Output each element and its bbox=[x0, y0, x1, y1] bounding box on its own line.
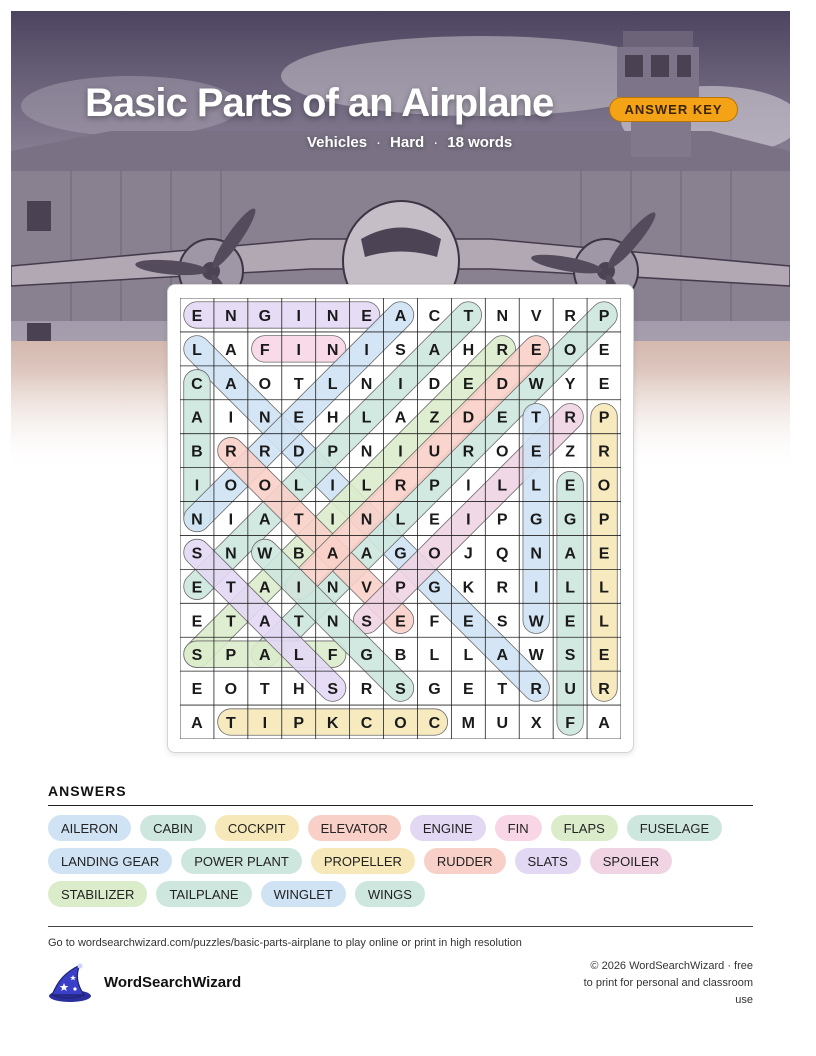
grid-cell-letter[interactable]: G bbox=[360, 647, 373, 665]
grid-cell-letter[interactable]: O bbox=[258, 375, 272, 393]
grid-cell-letter[interactable]: Z bbox=[429, 409, 440, 427]
grid-cell-letter[interactable]: W bbox=[528, 613, 544, 631]
grid-cell-letter[interactable]: S bbox=[395, 681, 406, 699]
grid-cell-letter[interactable]: P bbox=[598, 511, 610, 529]
copyright-notice: © 2026 WordSearchWizard · free to print for personal and classroom use bbox=[583, 960, 753, 1006]
answer-chip-cockpit: COCKPIT bbox=[215, 815, 299, 841]
grid-cell-letter[interactable]: L bbox=[497, 477, 508, 495]
grid-cell-letter[interactable]: A bbox=[259, 579, 271, 597]
answer-chip-aileron: AILERON bbox=[48, 815, 131, 841]
grid-cell-letter[interactable]: E bbox=[564, 477, 576, 495]
grid-cell-letter[interactable]: E bbox=[496, 409, 508, 427]
grid-cell-letter[interactable]: N bbox=[530, 545, 542, 563]
grid-cell-letter[interactable]: S bbox=[564, 647, 576, 665]
grid-cell-letter[interactable]: E bbox=[395, 613, 406, 631]
grid-cell-letter[interactable]: N bbox=[259, 409, 271, 427]
grid-cell-letter[interactable]: F bbox=[565, 715, 576, 733]
grid-cell-letter[interactable]: P bbox=[598, 307, 610, 325]
grid-cell-letter[interactable]: A bbox=[598, 715, 610, 733]
grid-cell-letter[interactable]: G bbox=[258, 307, 272, 325]
grid-cell-letter[interactable]: N bbox=[225, 307, 237, 325]
grid-cell-letter[interactable]: W bbox=[257, 545, 273, 563]
grid-cell-letter[interactable]: Y bbox=[564, 375, 576, 393]
grid-cell-letter[interactable]: C bbox=[428, 715, 441, 733]
grid-cell-letter[interactable]: E bbox=[429, 511, 440, 529]
grid-cell-letter[interactable]: R bbox=[598, 443, 610, 461]
grid-cell-letter[interactable]: P bbox=[225, 647, 237, 665]
grid-cell-letter[interactable]: I bbox=[296, 579, 301, 597]
grid-cell-letter[interactable]: D bbox=[496, 375, 509, 393]
puzzle-title: Basic Parts of an Airplane bbox=[85, 81, 554, 125]
grid-cell-letter[interactable]: A bbox=[496, 647, 509, 665]
answer-chip-elevator: ELEVATOR bbox=[308, 815, 401, 841]
answer-key-badge: ANSWER KEY bbox=[609, 97, 738, 122]
answer-chip-power-plant: POWER PLANT bbox=[181, 848, 302, 874]
grid-cell-letter[interactable]: E bbox=[191, 579, 203, 597]
grid-cell-letter[interactable]: A bbox=[259, 613, 271, 631]
grid-cell-letter[interactable]: L bbox=[395, 511, 406, 529]
grid-cell-letter[interactable]: G bbox=[428, 681, 441, 699]
grid-cell-letter[interactable]: T bbox=[225, 579, 236, 597]
answer-chip-engine: ENGINE bbox=[410, 815, 486, 841]
grid-cell-letter[interactable]: O bbox=[224, 477, 238, 495]
grid-cell-letter[interactable]: E bbox=[530, 443, 542, 461]
grid-cell-letter[interactable]: O bbox=[394, 715, 407, 733]
grid-cell-letter[interactable]: A bbox=[360, 545, 373, 563]
grid-cell-letter[interactable]: R bbox=[394, 477, 407, 495]
grid-cell-letter[interactable]: Q bbox=[496, 545, 509, 563]
grid-cell-letter[interactable]: C bbox=[191, 375, 203, 393]
answer-chip-rudder: RUDDER bbox=[424, 848, 506, 874]
grid-cell-letter[interactable]: P bbox=[496, 511, 508, 529]
grid-cell-letter[interactable]: I bbox=[533, 579, 539, 597]
grid-cell-letter[interactable]: I bbox=[194, 477, 200, 495]
grid-cell-letter[interactable]: T bbox=[463, 307, 474, 325]
grid-cell-letter[interactable]: E bbox=[598, 545, 610, 563]
answer-chip-tailplane: TAILPLANE bbox=[156, 881, 251, 907]
grid-cell-letter[interactable]: U bbox=[428, 443, 441, 461]
grid-cell-letter[interactable]: Z bbox=[565, 443, 576, 461]
answer-chip-slats: SLATS bbox=[515, 848, 581, 874]
grid-cell-letter[interactable]: L bbox=[463, 647, 474, 665]
grid-cell-letter[interactable]: O bbox=[224, 681, 238, 699]
answer-chip-flaps: FLAPS bbox=[551, 815, 618, 841]
grid-cell-letter[interactable]: I bbox=[364, 341, 369, 359]
grid-cell-letter[interactable]: A bbox=[564, 545, 576, 563]
grid-cell-letter[interactable]: T bbox=[259, 681, 270, 699]
meta-separator: · bbox=[433, 134, 439, 151]
grid-cell-letter[interactable]: S bbox=[191, 647, 203, 665]
grid-cell-letter[interactable]: L bbox=[293, 477, 304, 495]
grid-cell-letter[interactable]: N bbox=[360, 375, 373, 393]
answer-chip-propeller: PROPELLER bbox=[311, 848, 415, 874]
grid-cell-letter[interactable]: S bbox=[395, 341, 406, 359]
answer-chip-cabin: CABIN bbox=[140, 815, 206, 841]
grid-cell-letter[interactable]: A bbox=[225, 341, 237, 359]
grid-cell-letter[interactable]: R bbox=[564, 307, 576, 325]
grid-cell-letter[interactable]: C bbox=[360, 715, 373, 733]
answer-chip-fuselage: FUSELAGE bbox=[627, 815, 722, 841]
grid-cell-letter[interactable]: L bbox=[327, 375, 338, 393]
grid-cell-letter[interactable]: T bbox=[531, 409, 542, 427]
grid-cell-letter[interactable]: E bbox=[564, 613, 576, 631]
grid-cell-letter[interactable]: S bbox=[496, 613, 508, 631]
grid-cell-letter[interactable]: A bbox=[394, 409, 407, 427]
grid-cell-letter[interactable]: T bbox=[225, 613, 236, 631]
grid-cell-letter[interactable]: D bbox=[428, 375, 441, 393]
word-count-label: 18 words bbox=[447, 134, 513, 151]
grid-cell-letter[interactable]: H bbox=[326, 409, 339, 427]
answer-chip-winglet: WINGLET bbox=[261, 881, 346, 907]
grid-cell-letter[interactable]: P bbox=[327, 443, 338, 461]
grid-cell-letter[interactable]: L bbox=[531, 477, 542, 495]
grid-cell-letter[interactable]: I bbox=[296, 307, 301, 325]
grid-cell-letter[interactable]: O bbox=[597, 477, 611, 495]
grid-cell-letter[interactable]: A bbox=[191, 715, 203, 733]
grid-cell-letter[interactable]: I bbox=[228, 511, 234, 529]
grid-cell-letter[interactable]: J bbox=[463, 545, 473, 563]
grid-cell-letter[interactable]: N bbox=[191, 511, 203, 529]
answers-divider bbox=[48, 805, 753, 806]
answer-chip-landing-gear: LANDING GEAR bbox=[48, 848, 172, 874]
grid-cell-letter[interactable]: B bbox=[292, 545, 305, 563]
grid-cell-letter[interactable]: A bbox=[326, 545, 339, 563]
grid-cell-letter[interactable]: D bbox=[292, 443, 305, 461]
grid-cell-letter[interactable]: R bbox=[598, 681, 610, 699]
grid-cell-letter[interactable]: S bbox=[191, 545, 203, 563]
grid-cell-letter[interactable]: R bbox=[259, 443, 271, 461]
footer-divider bbox=[48, 926, 753, 927]
grid-cell-letter[interactable]: S bbox=[327, 681, 338, 699]
grid-cell-letter[interactable]: T bbox=[225, 715, 236, 733]
grid-cell-letter[interactable]: T bbox=[497, 681, 508, 699]
grid-cell-letter[interactable]: A bbox=[394, 307, 407, 325]
grid-cell-letter[interactable]: U bbox=[496, 715, 509, 733]
category-label: Vehicles bbox=[307, 134, 368, 151]
difficulty-label: Hard bbox=[390, 134, 425, 151]
grid-cell-letter[interactable]: E bbox=[191, 307, 203, 325]
grid-cell-letter[interactable]: P bbox=[429, 477, 440, 495]
grid-cell-letter[interactable]: L bbox=[599, 579, 609, 597]
grid-cell-letter[interactable]: G bbox=[529, 511, 543, 529]
grid-cell-letter[interactable]: N bbox=[326, 613, 339, 631]
grid-cell-letter[interactable]: A bbox=[259, 511, 271, 529]
grid-cell-letter[interactable]: E bbox=[463, 375, 474, 393]
grid-cell-letter[interactable]: W bbox=[528, 375, 544, 393]
grid-cell-letter[interactable]: P bbox=[598, 409, 610, 427]
grid-cell-letter[interactable]: V bbox=[530, 307, 542, 325]
answer-chip-wings: WINGS bbox=[355, 881, 425, 907]
grid-cell-letter[interactable]: E bbox=[530, 341, 542, 359]
grid-cell-letter[interactable]: A bbox=[259, 647, 271, 665]
grid-cell-letter[interactable]: B bbox=[191, 443, 203, 461]
grid-cell-letter[interactable]: K bbox=[462, 579, 475, 597]
word-search-grid bbox=[180, 298, 621, 739]
grid-cell-letter[interactable]: O bbox=[563, 341, 577, 359]
grid-cell-letter[interactable]: A bbox=[225, 375, 237, 393]
grid-cell-letter[interactable]: R bbox=[530, 681, 542, 699]
grid-cell-letter[interactable]: R bbox=[496, 579, 509, 597]
grid-cell-letter[interactable]: A bbox=[428, 341, 441, 359]
grid-cell-letter[interactable]: I bbox=[466, 477, 471, 495]
grid-cell-letter[interactable]: N bbox=[360, 511, 373, 529]
answer-list bbox=[48, 815, 768, 907]
grid-cell-letter[interactable]: B bbox=[394, 647, 407, 665]
grid-cell-letter[interactable]: I bbox=[296, 341, 301, 359]
play-online-link[interactable]: Go to wordsearchwizard.com/puzzles/basic-parts-airplane to play online or print in high resolution bbox=[48, 937, 522, 949]
grid-cell-letter[interactable]: L bbox=[361, 477, 372, 495]
grid-cell-letter[interactable]: H bbox=[462, 341, 475, 359]
grid-cell-letter[interactable]: I bbox=[330, 511, 335, 529]
grid-cell-letter[interactable]: G bbox=[428, 579, 441, 597]
grid-cell-letter[interactable]: I bbox=[398, 443, 403, 461]
grid-cell-letter[interactable]: R bbox=[360, 681, 373, 699]
grid-cell-letter[interactable]: E bbox=[463, 681, 474, 699]
grid-cell-letter[interactable]: E bbox=[293, 409, 305, 427]
grid-cell-letter[interactable]: N bbox=[225, 545, 237, 563]
grid-cell-letter[interactable]: R bbox=[225, 443, 237, 461]
grid-cell-letter[interactable]: I bbox=[466, 511, 471, 529]
grid-cell-letter[interactable]: E bbox=[361, 307, 372, 325]
grid-cell-letter[interactable]: N bbox=[496, 307, 509, 325]
grid-cell-letter[interactable]: L bbox=[429, 647, 440, 665]
grid-cell-letter[interactable]: R bbox=[564, 409, 576, 427]
grid-cell-letter[interactable]: L bbox=[599, 613, 609, 631]
grid-cell-letter[interactable]: C bbox=[428, 307, 441, 325]
grid-cell-letter[interactable]: N bbox=[326, 307, 339, 325]
answers-heading: ANSWERS bbox=[48, 783, 127, 799]
grid-cell-letter[interactable]: T bbox=[293, 511, 304, 529]
grid-cell-letter[interactable]: G bbox=[394, 545, 407, 563]
grid-cell-letter[interactable]: F bbox=[327, 647, 338, 665]
answer-chip-stabilizer: STABILIZER bbox=[48, 881, 147, 907]
grid-cell-letter[interactable]: L bbox=[293, 647, 304, 665]
answer-chip-spoiler: SPOILER bbox=[590, 848, 672, 874]
grid-cell-letter[interactable]: E bbox=[191, 681, 203, 699]
puzzle-meta bbox=[307, 134, 512, 151]
grid-cell-letter[interactable]: W bbox=[528, 647, 544, 665]
grid-cell-letter[interactable]: O bbox=[428, 545, 441, 563]
wizard-hat-icon bbox=[46, 963, 92, 1005]
grid-cell-letter[interactable]: L bbox=[192, 341, 202, 359]
grid-cell-letter[interactable]: M bbox=[461, 715, 476, 733]
grid-cell-letter[interactable]: L bbox=[565, 579, 576, 597]
grid-cell-letter[interactable]: R bbox=[462, 443, 475, 461]
brand-name: WordSearchWizard bbox=[104, 974, 242, 991]
answer-chip-fin: FIN bbox=[495, 815, 542, 841]
grid-cell-letter[interactable]: I bbox=[330, 477, 335, 495]
grid-cell-letter[interactable]: N bbox=[326, 341, 339, 359]
grid-cell-letter[interactable]: T bbox=[293, 375, 304, 393]
grid-cell-letter[interactable]: H bbox=[292, 681, 305, 699]
grid-cell-letter[interactable]: O bbox=[496, 443, 509, 461]
grid-cell-letter[interactable]: N bbox=[326, 579, 339, 597]
meta-separator: · bbox=[376, 134, 382, 151]
grid-cell-letter[interactable]: O bbox=[258, 477, 272, 495]
grid-cell-letter[interactable]: D bbox=[462, 409, 475, 427]
grid-cell-letter[interactable]: P bbox=[395, 579, 406, 597]
grid-cell-letter[interactable]: X bbox=[530, 715, 542, 733]
grid-cell-letter[interactable]: N bbox=[360, 443, 373, 461]
grid-cell-letter[interactable]: L bbox=[361, 409, 372, 427]
grid-cell-letter[interactable]: I bbox=[228, 409, 234, 427]
grid-cell-letter[interactable]: E bbox=[598, 375, 610, 393]
grid-cell-letter[interactable]: S bbox=[361, 613, 372, 631]
grid-cell-letter[interactable]: R bbox=[496, 341, 509, 359]
grid-cell-letter[interactable]: E bbox=[463, 613, 474, 631]
grid-cell-letter[interactable]: I bbox=[398, 375, 403, 393]
grid-cell-letter[interactable]: E bbox=[598, 647, 610, 665]
grid-cell-letter[interactable]: A bbox=[191, 409, 203, 427]
grid-cell-letter[interactable]: K bbox=[326, 715, 339, 733]
grid-cell-letter[interactable]: V bbox=[361, 579, 372, 597]
grid-cell-letter[interactable]: I bbox=[262, 715, 268, 733]
grid-cell-letter[interactable]: E bbox=[598, 341, 610, 359]
grid-cell-letter[interactable]: E bbox=[191, 613, 203, 631]
grid-cell-letter[interactable]: F bbox=[259, 341, 270, 359]
grid-cell-letter[interactable]: U bbox=[564, 681, 576, 699]
grid-cell-letter[interactable]: G bbox=[563, 511, 577, 529]
grid-cell-letter[interactable]: F bbox=[429, 613, 440, 631]
grid-cell-letter[interactable]: T bbox=[293, 613, 304, 631]
grid-cell-letter[interactable]: P bbox=[293, 715, 305, 733]
